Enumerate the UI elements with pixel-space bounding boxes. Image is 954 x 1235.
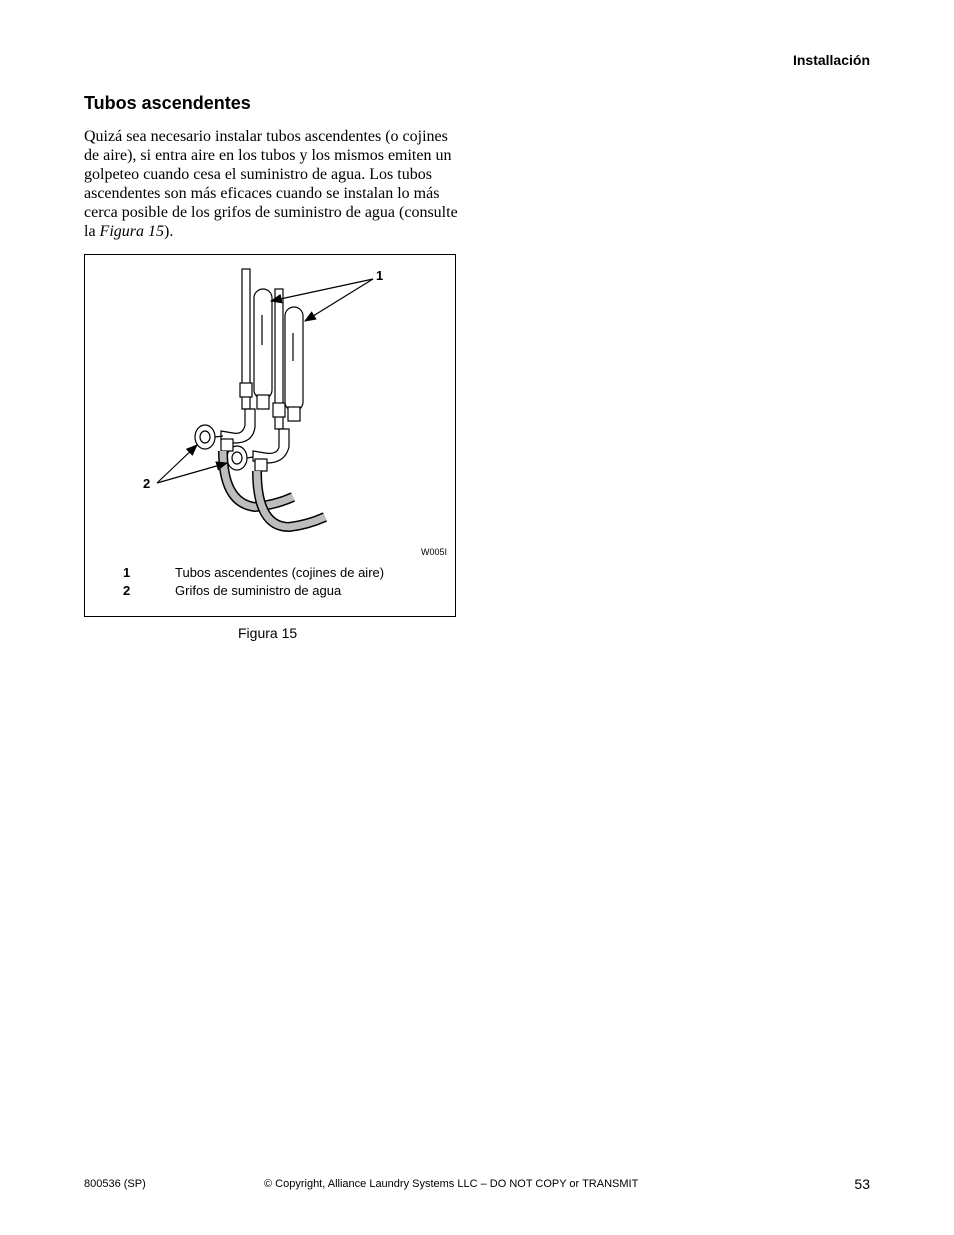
- right-air-chamber: [285, 307, 303, 411]
- section-title: Tubos ascendentes: [84, 93, 251, 113]
- legend-item: [123, 581, 384, 599]
- water-hammer-illustration: [85, 255, 457, 555]
- figure-legend: [123, 563, 384, 599]
- legend-number: 1: [123, 564, 131, 580]
- left-faucet-handle: [195, 425, 215, 449]
- paragraph-text-before: Quizá sea necesario instalar tubos ascendentes (o cojines de aire), si entra aire en los tubos y los mismos emiten un golpeteo cuando cesa el suministro de agua. Los tubos ascendentes son más eficaces cuando se instalan lo más cerca posible de los grifos de suministro de agua (consulte la: [84, 128, 458, 240]
- figure-code: W005I: [420, 547, 447, 557]
- callout-2-label: 2: [143, 476, 151, 491]
- page-number: 53: [854, 1176, 870, 1192]
- callout-1-arrow-b: [305, 279, 373, 321]
- legend-label: Tubos ascendentes (cojines de aire): [175, 564, 385, 580]
- figure-caption: Figura 15: [238, 625, 298, 641]
- callout-1-label: 1: [376, 268, 384, 283]
- figure-reference-link[interactable]: Figura 15: [99, 223, 164, 240]
- legend-number: 2: [123, 582, 131, 598]
- running-header: Installación: [792, 52, 870, 68]
- footer-document-number: 800536 (SP): [84, 1178, 146, 1190]
- figure-frame: [84, 254, 456, 617]
- paragraph-text-after: ).: [164, 223, 174, 240]
- legend-label: Grifos de suministro de agua: [175, 582, 342, 598]
- legend-item: [123, 563, 384, 581]
- body-paragraph: [84, 127, 464, 241]
- left-air-chamber: [254, 289, 272, 399]
- footer-copyright: © Copyright, Alliance Laundry Systems LLC – DO NOT COPY or TRANSMIT: [264, 1178, 639, 1190]
- callout-1-arrow-a: [271, 279, 373, 301]
